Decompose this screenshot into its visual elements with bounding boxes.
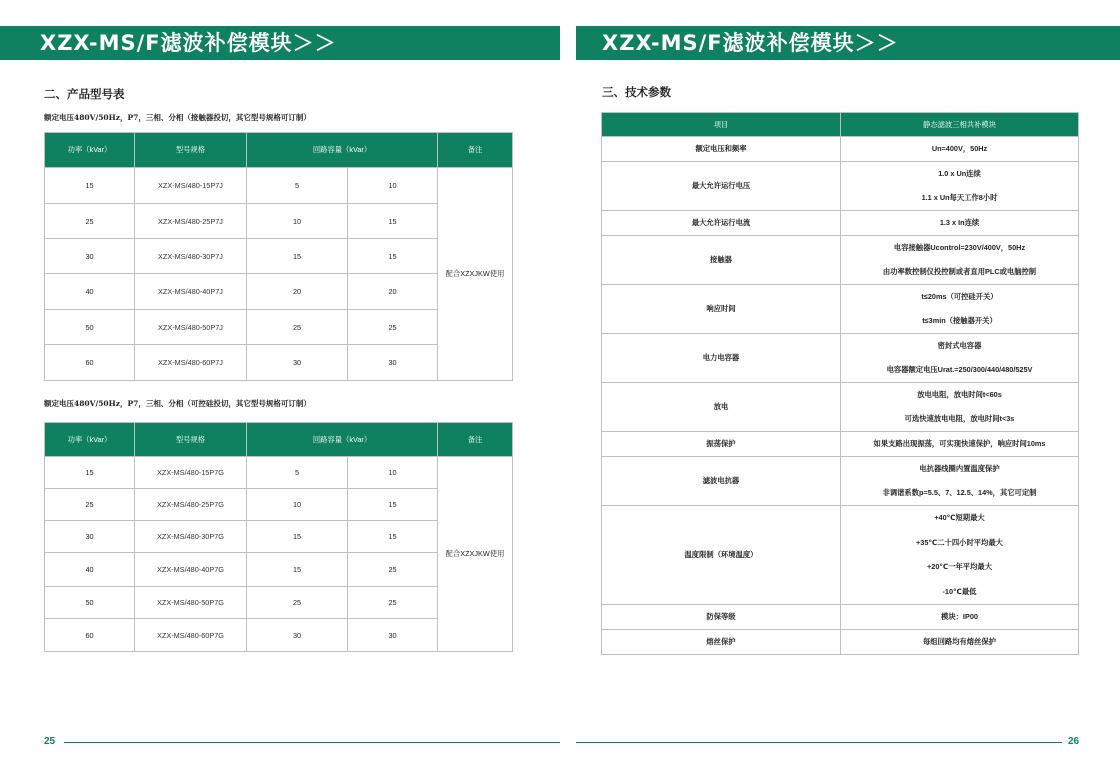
table1-header-remark: 备注 [438, 133, 513, 168]
model-table-contactor [44, 132, 513, 381]
capacity-cell-1: 15 [247, 553, 348, 587]
capacity-cell-2: 30 [348, 619, 438, 652]
table2-header-remark: 备注 [438, 423, 513, 457]
model-cell: XZX-MS/480-60P7G [135, 619, 247, 652]
spec-value-line: 如果支路出现振荡，可实现快速保护，响应时间10ms [873, 439, 1046, 448]
spec-value [841, 334, 1079, 383]
spec-item: 防保等级 [602, 605, 841, 630]
spec-value [841, 383, 1079, 432]
model-cell: XZX-MS/480-25P7J [135, 204, 247, 239]
power-cell: 15 [45, 457, 135, 489]
power-cell: 40 [45, 553, 135, 587]
spec-value-line: 每组回路均有熔丝保护 [923, 637, 996, 646]
spec-value-line: 1.1 x Un每天工作8小时 [921, 193, 998, 202]
capacity-cell-2: 15 [348, 239, 438, 274]
table1-subtitle: 额定电压480V/50Hz，P7，三相、分相（接触器投切，其它型号规格可订制） [44, 113, 311, 122]
spec-item: 振荡保护 [602, 432, 841, 457]
capacity-cell-1: 30 [247, 345, 348, 381]
table2-header-row [45, 423, 513, 457]
spec-value-line: t≤3min（接触器开关） [922, 316, 997, 325]
capacity-cell-1: 25 [247, 310, 348, 345]
model-cell: XZX-MS/480-50P7G [135, 587, 247, 619]
spec-item: 放电 [602, 383, 841, 432]
table1-header-power: 功率（kVar） [45, 133, 135, 168]
power-cell: 25 [45, 204, 135, 239]
table-row [45, 457, 513, 489]
spec-value-line: 模块：IP00 [941, 612, 978, 621]
spec-value-line: +20℃一年平均最大 [927, 562, 992, 571]
capacity-cell-2: 15 [348, 489, 438, 521]
spec-row [602, 383, 1079, 432]
spec-row [602, 605, 1079, 630]
spec-value-line: -10℃最低 [942, 586, 977, 596]
model-cell: XZX-MS/480-30P7J [135, 239, 247, 274]
spec-item: 滤波电抗器 [602, 457, 841, 506]
table2-remark-cell: 配合XZXJKW使用 [438, 457, 513, 652]
capacity-cell-2: 25 [348, 310, 438, 345]
right-header-banner [576, 26, 1120, 60]
model-cell: XZX-MS/480-15P7J [135, 168, 247, 204]
spec-value [841, 285, 1079, 334]
right-section-title: 三、技术参数 [602, 85, 671, 99]
capacity-cell-1: 10 [247, 204, 348, 239]
left-page-number: 25 [44, 736, 56, 747]
left-header-title: XZX-MS/F滤波补偿模块＞＞ [40, 31, 337, 55]
model-cell: XZX-MS/480-60P7J [135, 345, 247, 381]
capacity-cell-2: 30 [348, 345, 438, 381]
power-cell: 25 [45, 489, 135, 521]
spec-row [602, 236, 1079, 285]
capacity-cell-1: 30 [247, 619, 348, 652]
spec-value [841, 162, 1079, 211]
spec-value [841, 630, 1079, 655]
power-cell: 50 [45, 310, 135, 345]
model-table-thyristor [44, 422, 513, 652]
spec-item: 电力电容器 [602, 334, 841, 383]
spec-value-line: 放电电阻，放电时间t<60s [917, 390, 1002, 399]
table2-subtitle: 额定电压480V/50Hz，P7，三相、分相（可控硅投切，其它型号规格可订制） [44, 399, 311, 408]
spec-value [841, 236, 1079, 285]
spec-value-line: +35℃二十四小时平均最大 [916, 537, 1003, 547]
capacity-cell-2: 10 [348, 457, 438, 489]
model-cell: XZX-MS/480-50P7J [135, 310, 247, 345]
right-header-title: XZX-MS/F滤波补偿模块＞＞ [602, 31, 899, 55]
spec-row [602, 211, 1079, 236]
spec-item: 响应时间 [602, 285, 841, 334]
table1-header-row [45, 133, 513, 168]
capacity-cell-1: 15 [247, 239, 348, 274]
spec-value [841, 211, 1079, 236]
spec-row [602, 506, 1079, 605]
table1-remark-cell: 配合XZXJKW使用 [438, 168, 513, 381]
spec-value-line: 密封式电容器 [937, 341, 982, 350]
table2-header-model: 型号规格 [135, 423, 247, 457]
spec-item: 最大允许运行电压 [602, 162, 841, 211]
spec-value-line: Un=400V，50Hz [931, 144, 988, 153]
spec-value [841, 605, 1079, 630]
spec-value [841, 137, 1079, 162]
model-cell: XZX-MS/480-30P7G [135, 521, 247, 553]
power-cell: 30 [45, 239, 135, 274]
spec-value-line: 电抗器线圈内置温度保护 [919, 464, 1000, 473]
power-cell: 60 [45, 345, 135, 381]
spec-item: 熔丝保护 [602, 630, 841, 655]
right-footer-rule [576, 742, 1062, 743]
spec-value [841, 457, 1079, 506]
spec-item: 温度限制（环境温度） [602, 506, 841, 605]
spec-value-line: 1.0 x Un连续 [938, 169, 981, 178]
capacity-cell-2: 25 [348, 587, 438, 619]
right-page-number: 26 [1068, 736, 1080, 747]
table1-header-model: 型号规格 [135, 133, 247, 168]
model-cell: XZX-MS/480-15P7G [135, 457, 247, 489]
power-cell: 15 [45, 168, 135, 204]
spec-item: 额定电压和频率 [602, 137, 841, 162]
spec-value-line: t≤20ms（可控硅开关） [921, 292, 998, 301]
power-cell: 60 [45, 619, 135, 652]
spec-value-line: 1.3 x In连续 [939, 218, 980, 227]
spec-row [602, 162, 1079, 211]
capacity-cell-1: 25 [247, 587, 348, 619]
spec-value [841, 432, 1079, 457]
spec-value-line: 由功率数控制仪投控制或者直用PLC或电脑控制 [882, 267, 1037, 276]
spec-item: 最大允许运行电流 [602, 211, 841, 236]
left-section-title: 二、产品型号表 [44, 87, 125, 101]
spec-value-line: 非调谐系数p=5.5、7、12.5、14%，其它可定制 [882, 488, 1037, 497]
spec-header-module: 静态滤波三相共补模块 [841, 113, 1079, 137]
capacity-cell-1: 20 [247, 274, 348, 310]
spec-value-line: 电容接触器Ucontrol=230V/400V，50Hz [893, 243, 1026, 252]
power-cell: 40 [45, 274, 135, 310]
table1-header-capacity: 回路容量（kVar） [247, 133, 438, 168]
model-cell: XZX-MS/480-25P7G [135, 489, 247, 521]
spec-row [602, 630, 1079, 655]
table-row [45, 168, 513, 204]
capacity-cell-2: 20 [348, 274, 438, 310]
power-cell: 30 [45, 521, 135, 553]
capacity-cell-1: 15 [247, 521, 348, 553]
table2-header-capacity: 回路容量（kVar） [247, 423, 438, 457]
spec-value [841, 506, 1079, 605]
spec-value-line: +40℃短期最大 [934, 513, 985, 522]
capacity-cell-1: 5 [247, 168, 348, 204]
capacity-cell-2: 15 [348, 204, 438, 239]
spec-header-row [602, 113, 1079, 137]
capacity-cell-1: 10 [247, 489, 348, 521]
spec-header-item: 项目 [602, 113, 841, 137]
left-footer-rule [64, 742, 560, 743]
model-cell: XZX-MS/480-40P7J [135, 274, 247, 310]
spec-row [602, 285, 1079, 334]
table2-header-power: 功率（kVar） [45, 423, 135, 457]
spec-row [602, 432, 1079, 457]
spec-row [602, 334, 1079, 383]
spec-value-line: 可选快速放电电阻，放电时间t<3s [904, 414, 1015, 423]
power-cell: 50 [45, 587, 135, 619]
left-header-banner [0, 26, 560, 60]
capacity-cell-2: 15 [348, 521, 438, 553]
model-cell: XZX-MS/480-40P7G [135, 553, 247, 587]
capacity-cell-2: 10 [348, 168, 438, 204]
spec-value-line: 电容器额定电压Urat.=250/300/440/480/525V [886, 365, 1033, 374]
spec-item: 接触器 [602, 236, 841, 285]
tech-spec-table [601, 112, 1079, 655]
spec-row [602, 137, 1079, 162]
spec-row [602, 457, 1079, 506]
capacity-cell-2: 25 [348, 553, 438, 587]
capacity-cell-1: 5 [247, 457, 348, 489]
